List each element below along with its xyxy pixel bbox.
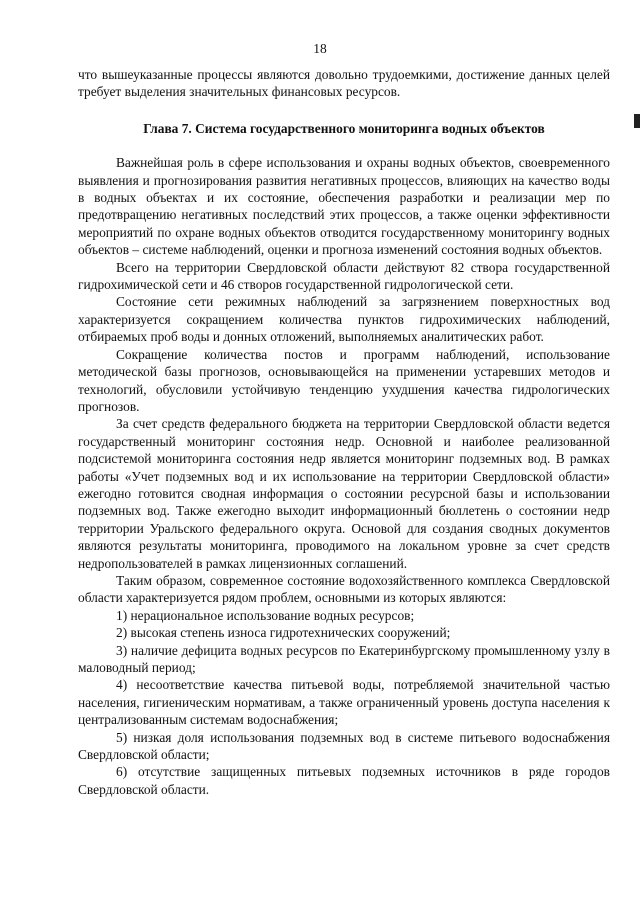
scan-edge-mark bbox=[634, 114, 640, 128]
paragraph-continuation: что вышеуказанные процессы являются довольно трудоемкими, достижение данных целей требует выделения значительных финансовых ресурсов. bbox=[78, 67, 610, 100]
list-item: 5) низкая доля использования подземных вод в системе питьевого водоснабжения Свердловской области; bbox=[78, 729, 610, 763]
page-number: 18 bbox=[313, 41, 327, 56]
list-item: 1) нерациональное использование водных ресурсов; bbox=[116, 607, 415, 623]
chapter-heading: Глава 7. Система государственного мониторинга водных объектов bbox=[143, 120, 545, 136]
paragraph: Сокращение количества постов и программ наблюдений, использование методической базы прогнозов, основывающейся на применении устаревших методов и технологий, обусловили устойчивую тенденцию ухудшения качества гидрологических прогнозов. bbox=[78, 346, 610, 414]
list-item: 4) несоответствие качества питьевой воды, потребляемой значительной частью населения, гигиеническим нормативам, а также ограниченный уровень доступа населения к централизованным системам водоснабжения; bbox=[78, 677, 610, 728]
paragraph: Всего на территории Свердловской области действуют 82 створа государственной гидрохимической сети и 46 створов государственной гидрологической сети. bbox=[78, 259, 610, 293]
paragraph: Таким образом, современное состояние водохозяйственного комплекса Свердловской области характеризуется рядом проблем, основными из которых являются: bbox=[78, 572, 610, 606]
paragraph: За счет средств федерального бюджета на территории Свердловской области ведется государственный мониторинг состояния недр. Основной и наиболее реализованной подсистемой мониторинга состояния недр является мониторинг подземных вод. В рамках работы «Учет подземных вод и их использование на территории Свердловской области» ежегодно готовится сводная информация о состоянии ресурсной базы и использовании подземных вод. Также ежегодно выходит информационный бюллетень о состоянии недр территории Уральского федерального округа. Основой для создания сводных документов являются результаты мониторинга, проводимого на локальном уровне за счет средств недропользователей в рамках лицензионных соглашений. bbox=[78, 416, 610, 571]
list-item: 3) наличие дефицита водных ресурсов по Екатеринбургскому промышленному узлу в маловодный период; bbox=[78, 642, 610, 675]
paragraph: Состояние сети режимных наблюдений за загрязнением поверхностных вод характеризуется сокращением количества пунктов гидрохимических наблюдений, отбираемых проб воды и донных отложений, выполняемых аналитических работ. bbox=[78, 294, 610, 345]
list-item: 2) высокая степень износа гидротехнических сооружений; bbox=[116, 625, 451, 641]
page-body bbox=[78, 66, 610, 798]
list-item: 6) отсутствие защищенных питьевых подземных источников в ряде городов Свердловской области. bbox=[78, 764, 610, 797]
paragraph: Важнейшая роль в сфере использования и охраны водных объектов, своевременного выявления и прогнозирования развития негативных процессов, влияющих на качество воды в водных объектах и их состояние, обеспечения разработки и реализации мер по предотвращению негативных последствий этих процессов, а также оценки эффективности мероприятий по охране водных объектов отводится государственному мониторингу водных объектов – системе наблюдений, оценки и прогноза изменений состояния водных объектов. bbox=[78, 155, 610, 258]
